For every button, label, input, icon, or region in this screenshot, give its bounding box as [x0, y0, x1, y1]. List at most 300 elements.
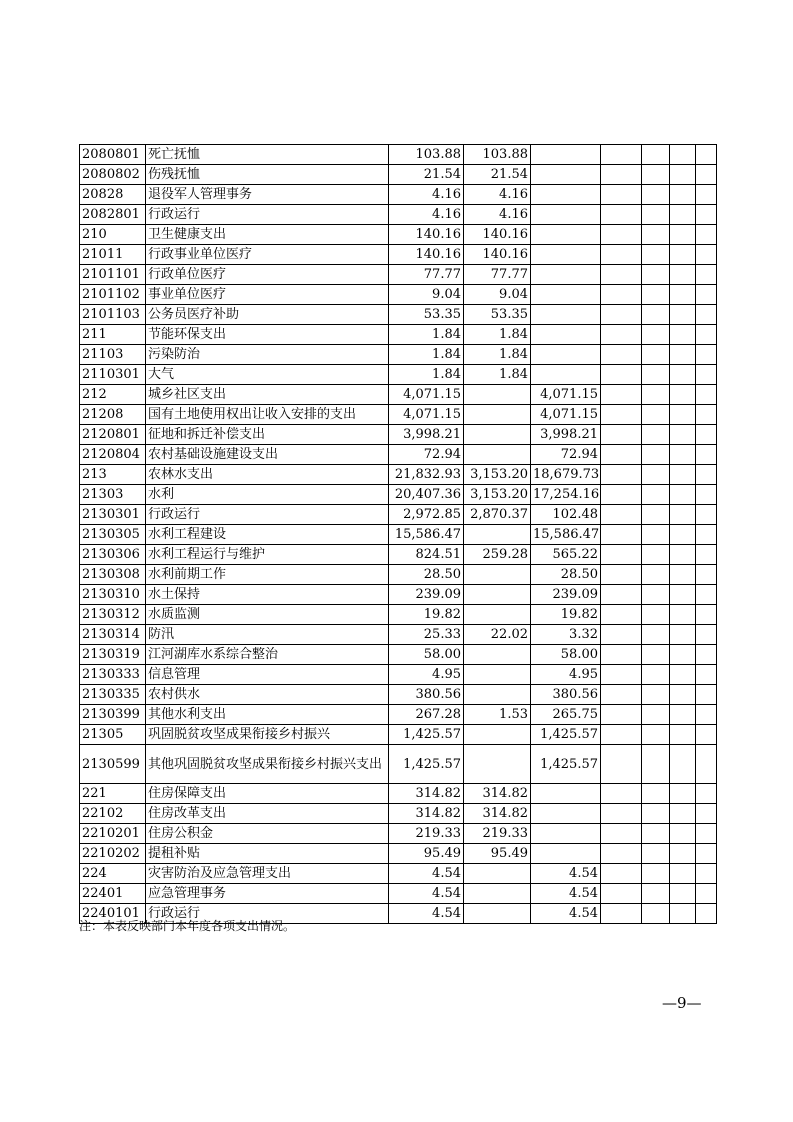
empty-cell	[696, 185, 717, 205]
basic-expenditure-cell	[464, 525, 531, 545]
empty-cell	[642, 145, 670, 165]
basic-expenditure-cell: 140.16	[464, 245, 531, 265]
basic-expenditure-cell	[464, 585, 531, 605]
project-expenditure-cell	[531, 205, 601, 225]
item-name-cell: 水利前期工作	[146, 565, 389, 585]
empty-cell	[642, 685, 670, 705]
empty-cell	[642, 784, 670, 804]
project-expenditure-cell: 4,071.15	[531, 385, 601, 405]
empty-cell	[601, 605, 642, 625]
item-name-cell: 国有土地使用权出让收入安排的支出	[146, 405, 389, 425]
total-amount-cell: 4.54	[389, 904, 464, 924]
table-row	[80, 225, 717, 245]
account-code-cell: 212	[80, 385, 146, 405]
account-code-cell: 2130314	[80, 625, 146, 645]
empty-cell	[642, 165, 670, 185]
empty-cell	[696, 705, 717, 725]
total-amount-cell: 1,425.57	[389, 745, 464, 784]
empty-cell	[696, 844, 717, 864]
empty-cell	[670, 505, 696, 525]
empty-cell	[601, 465, 642, 485]
table-row	[80, 405, 717, 425]
basic-expenditure-cell: 21.54	[464, 165, 531, 185]
total-amount-cell: 314.82	[389, 804, 464, 824]
account-code-cell: 22102	[80, 804, 146, 824]
account-code-cell: 224	[80, 864, 146, 884]
project-expenditure-cell: 19.82	[531, 605, 601, 625]
project-expenditure-cell	[531, 345, 601, 365]
account-code-cell: 221	[80, 784, 146, 804]
empty-cell	[670, 165, 696, 185]
project-expenditure-cell: 4.54	[531, 884, 601, 904]
account-code-cell: 2101101	[80, 265, 146, 285]
project-expenditure-cell	[531, 225, 601, 245]
project-expenditure-cell: 3,998.21	[531, 425, 601, 445]
table-row	[80, 325, 717, 345]
empty-cell	[642, 425, 670, 445]
item-name-cell: 住房改革支出	[146, 804, 389, 824]
total-amount-cell: 4.16	[389, 205, 464, 225]
empty-cell	[696, 165, 717, 185]
account-code-cell: 2082801	[80, 205, 146, 225]
empty-cell	[642, 365, 670, 385]
empty-cell	[601, 745, 642, 784]
project-expenditure-cell: 3.32	[531, 625, 601, 645]
basic-expenditure-cell	[464, 745, 531, 784]
item-name-cell: 事业单位医疗	[146, 285, 389, 305]
empty-cell	[601, 145, 642, 165]
empty-cell	[642, 824, 670, 844]
empty-cell	[601, 525, 642, 545]
total-amount-cell: 1,425.57	[389, 725, 464, 745]
empty-cell	[642, 345, 670, 365]
page-number: —9—	[662, 994, 702, 1012]
project-expenditure-cell: 28.50	[531, 565, 601, 585]
table-row	[80, 185, 717, 205]
empty-cell	[696, 864, 717, 884]
total-amount-cell: 140.16	[389, 245, 464, 265]
table-row	[80, 864, 717, 884]
table-row	[80, 365, 717, 385]
empty-cell	[601, 685, 642, 705]
total-amount-cell: 53.35	[389, 305, 464, 325]
account-code-cell: 2130335	[80, 685, 146, 705]
item-name-cell: 水质监测	[146, 605, 389, 625]
table-row	[80, 545, 717, 565]
empty-cell	[601, 645, 642, 665]
expenditure-table	[79, 144, 717, 924]
total-amount-cell: 4.54	[389, 884, 464, 904]
project-expenditure-cell	[531, 145, 601, 165]
table-row	[80, 265, 717, 285]
empty-cell	[670, 185, 696, 205]
project-expenditure-cell: 4.95	[531, 665, 601, 685]
item-name-cell: 行政运行	[146, 505, 389, 525]
project-expenditure-cell: 239.09	[531, 585, 601, 605]
item-name-cell: 污染防治	[146, 345, 389, 365]
item-name-cell: 其他巩固脱贫攻坚成果衔接乡村振兴支出	[146, 745, 389, 784]
table-row	[80, 345, 717, 365]
total-amount-cell: 77.77	[389, 265, 464, 285]
empty-cell	[601, 505, 642, 525]
empty-cell	[601, 585, 642, 605]
empty-cell	[670, 685, 696, 705]
empty-cell	[642, 545, 670, 565]
table-row	[80, 205, 717, 225]
project-expenditure-cell	[531, 285, 601, 305]
table-note: 注：本表反映部门本年度各项支出情况。	[79, 919, 296, 933]
empty-cell	[601, 725, 642, 745]
empty-cell	[670, 665, 696, 685]
empty-cell	[601, 824, 642, 844]
basic-expenditure-cell	[464, 565, 531, 585]
basic-expenditure-cell: 22.02	[464, 625, 531, 645]
account-code-cell: 21103	[80, 345, 146, 365]
basic-expenditure-cell	[464, 605, 531, 625]
table-row	[80, 145, 717, 165]
total-amount-cell: 824.51	[389, 545, 464, 565]
item-name-cell: 伤残抚恤	[146, 165, 389, 185]
item-name-cell: 防汛	[146, 625, 389, 645]
item-name-cell: 江河湖库水系综合整治	[146, 645, 389, 665]
empty-cell	[601, 245, 642, 265]
table-row	[80, 505, 717, 525]
project-expenditure-cell	[531, 804, 601, 824]
basic-expenditure-cell: 103.88	[464, 145, 531, 165]
account-code-cell: 2130312	[80, 605, 146, 625]
item-name-cell: 行政运行	[146, 904, 389, 924]
project-expenditure-cell	[531, 325, 601, 345]
empty-cell	[670, 605, 696, 625]
basic-expenditure-cell: 314.82	[464, 804, 531, 824]
account-code-cell: 2130599	[80, 745, 146, 784]
item-name-cell: 卫生健康支出	[146, 225, 389, 245]
empty-cell	[696, 445, 717, 465]
empty-cell	[670, 305, 696, 325]
item-name-cell: 退役军人管理事务	[146, 185, 389, 205]
total-amount-cell: 20,407.36	[389, 485, 464, 505]
empty-cell	[601, 325, 642, 345]
basic-expenditure-cell: 314.82	[464, 784, 531, 804]
basic-expenditure-cell	[464, 864, 531, 884]
account-code-cell: 21208	[80, 405, 146, 425]
empty-cell	[642, 285, 670, 305]
project-expenditure-cell: 18,679.73	[531, 465, 601, 485]
empty-cell	[601, 425, 642, 445]
account-code-cell: 20828	[80, 185, 146, 205]
empty-cell	[670, 745, 696, 784]
account-code-cell: 2110301	[80, 365, 146, 385]
basic-expenditure-cell: 53.35	[464, 305, 531, 325]
item-name-cell: 信息管理	[146, 665, 389, 685]
empty-cell	[601, 545, 642, 565]
table-row	[80, 425, 717, 445]
item-name-cell: 水利	[146, 485, 389, 505]
account-code-cell: 2130399	[80, 705, 146, 725]
empty-cell	[670, 565, 696, 585]
account-code-cell: 2130308	[80, 565, 146, 585]
project-expenditure-cell	[531, 305, 601, 325]
total-amount-cell: 72.94	[389, 445, 464, 465]
account-code-cell: 2240101	[80, 904, 146, 924]
empty-cell	[601, 705, 642, 725]
table-row	[80, 245, 717, 265]
total-amount-cell: 28.50	[389, 565, 464, 585]
basic-expenditure-cell: 3,153.20	[464, 485, 531, 505]
project-expenditure-cell: 265.75	[531, 705, 601, 725]
total-amount-cell: 219.33	[389, 824, 464, 844]
item-name-cell: 水利工程运行与维护	[146, 545, 389, 565]
empty-cell	[601, 225, 642, 245]
project-expenditure-cell	[531, 824, 601, 844]
table-row	[80, 385, 717, 405]
table-row	[80, 685, 717, 705]
empty-cell	[642, 625, 670, 645]
empty-cell	[601, 784, 642, 804]
total-amount-cell: 4.16	[389, 185, 464, 205]
table-row	[80, 844, 717, 864]
table-row	[80, 884, 717, 904]
empty-cell	[696, 345, 717, 365]
empty-cell	[642, 405, 670, 425]
total-amount-cell: 239.09	[389, 585, 464, 605]
project-expenditure-cell: 4,071.15	[531, 405, 601, 425]
empty-cell	[642, 205, 670, 225]
empty-cell	[642, 245, 670, 265]
basic-expenditure-cell	[464, 725, 531, 745]
account-code-cell: 2080802	[80, 165, 146, 185]
empty-cell	[696, 525, 717, 545]
empty-cell	[670, 385, 696, 405]
empty-cell	[601, 884, 642, 904]
item-name-cell: 农林水支出	[146, 465, 389, 485]
total-amount-cell: 58.00	[389, 645, 464, 665]
total-amount-cell: 267.28	[389, 705, 464, 725]
basic-expenditure-cell: 95.49	[464, 844, 531, 864]
empty-cell	[642, 884, 670, 904]
project-expenditure-cell: 72.94	[531, 445, 601, 465]
empty-cell	[642, 585, 670, 605]
empty-cell	[601, 265, 642, 285]
empty-cell	[670, 365, 696, 385]
empty-cell	[696, 465, 717, 485]
empty-cell	[670, 844, 696, 864]
empty-cell	[642, 445, 670, 465]
empty-cell	[642, 864, 670, 884]
basic-expenditure-cell: 219.33	[464, 824, 531, 844]
item-name-cell: 行政单位医疗	[146, 265, 389, 285]
empty-cell	[601, 385, 642, 405]
empty-cell	[670, 545, 696, 565]
empty-cell	[696, 725, 717, 745]
empty-cell	[642, 745, 670, 784]
empty-cell	[642, 665, 670, 685]
empty-cell	[670, 145, 696, 165]
empty-cell	[670, 585, 696, 605]
empty-cell	[670, 804, 696, 824]
empty-cell	[642, 705, 670, 725]
basic-expenditure-cell: 1.53	[464, 705, 531, 725]
empty-cell	[696, 385, 717, 405]
empty-cell	[696, 505, 717, 525]
table-row	[80, 445, 717, 465]
project-expenditure-cell: 58.00	[531, 645, 601, 665]
total-amount-cell: 4,071.15	[389, 385, 464, 405]
basic-expenditure-cell: 1.84	[464, 325, 531, 345]
account-code-cell: 2130319	[80, 645, 146, 665]
item-name-cell: 死亡抚恤	[146, 145, 389, 165]
item-name-cell: 行政运行	[146, 205, 389, 225]
table-row	[80, 645, 717, 665]
account-code-cell: 2210201	[80, 824, 146, 844]
account-code-cell: 22401	[80, 884, 146, 904]
project-expenditure-cell	[531, 265, 601, 285]
project-expenditure-cell	[531, 844, 601, 864]
total-amount-cell: 1.84	[389, 325, 464, 345]
empty-cell	[670, 705, 696, 725]
item-name-cell: 城乡社区支出	[146, 385, 389, 405]
project-expenditure-cell	[531, 185, 601, 205]
empty-cell	[670, 325, 696, 345]
empty-cell	[696, 685, 717, 705]
item-name-cell: 征地和拆迁补偿支出	[146, 425, 389, 445]
empty-cell	[696, 145, 717, 165]
empty-cell	[696, 545, 717, 565]
basic-expenditure-cell: 259.28	[464, 545, 531, 565]
empty-cell	[670, 784, 696, 804]
basic-expenditure-cell	[464, 665, 531, 685]
empty-cell	[670, 265, 696, 285]
empty-cell	[696, 425, 717, 445]
item-name-cell: 节能环保支出	[146, 325, 389, 345]
empty-cell	[642, 505, 670, 525]
empty-cell	[601, 844, 642, 864]
empty-cell	[601, 345, 642, 365]
empty-cell	[642, 804, 670, 824]
project-expenditure-cell: 380.56	[531, 685, 601, 705]
empty-cell	[601, 804, 642, 824]
empty-cell	[670, 445, 696, 465]
empty-cell	[642, 265, 670, 285]
empty-cell	[601, 205, 642, 225]
empty-cell	[601, 485, 642, 505]
empty-cell	[642, 645, 670, 665]
total-amount-cell: 9.04	[389, 285, 464, 305]
empty-cell	[642, 305, 670, 325]
empty-cell	[601, 165, 642, 185]
project-expenditure-cell: 4.54	[531, 904, 601, 924]
empty-cell	[601, 864, 642, 884]
account-code-cell: 2080801	[80, 145, 146, 165]
empty-cell	[696, 205, 717, 225]
account-code-cell: 2130301	[80, 505, 146, 525]
empty-cell	[601, 565, 642, 585]
basic-expenditure-cell	[464, 904, 531, 924]
table-row	[80, 665, 717, 685]
table-row	[80, 705, 717, 725]
account-code-cell: 2130310	[80, 585, 146, 605]
empty-cell	[601, 904, 642, 924]
project-expenditure-cell: 1,425.57	[531, 725, 601, 745]
basic-expenditure-cell: 3,153.20	[464, 465, 531, 485]
project-expenditure-cell	[531, 245, 601, 265]
empty-cell	[601, 185, 642, 205]
empty-cell	[642, 725, 670, 745]
empty-cell	[670, 864, 696, 884]
item-name-cell: 住房公积金	[146, 824, 389, 844]
project-expenditure-cell: 1,425.57	[531, 745, 601, 784]
item-name-cell: 其他水利支出	[146, 705, 389, 725]
empty-cell	[642, 844, 670, 864]
empty-cell	[696, 884, 717, 904]
table-row	[80, 585, 717, 605]
empty-cell	[670, 425, 696, 445]
table-row	[80, 305, 717, 325]
account-code-cell: 2130306	[80, 545, 146, 565]
table-row	[80, 784, 717, 804]
basic-expenditure-cell: 4.16	[464, 185, 531, 205]
empty-cell	[642, 225, 670, 245]
basic-expenditure-cell: 9.04	[464, 285, 531, 305]
table-row	[80, 525, 717, 545]
basic-expenditure-cell	[464, 445, 531, 465]
empty-cell	[696, 784, 717, 804]
empty-cell	[696, 265, 717, 285]
project-expenditure-cell: 102.48	[531, 505, 601, 525]
empty-cell	[696, 645, 717, 665]
empty-cell	[696, 665, 717, 685]
empty-cell	[642, 565, 670, 585]
project-expenditure-cell: 4.54	[531, 864, 601, 884]
empty-cell	[601, 665, 642, 685]
empty-cell	[642, 325, 670, 345]
basic-expenditure-cell: 4.16	[464, 205, 531, 225]
account-code-cell: 211	[80, 325, 146, 345]
account-code-cell: 21305	[80, 725, 146, 745]
empty-cell	[601, 445, 642, 465]
empty-cell	[642, 605, 670, 625]
account-code-cell: 2101102	[80, 285, 146, 305]
empty-cell	[601, 625, 642, 645]
item-name-cell: 住房保障支出	[146, 784, 389, 804]
empty-cell	[696, 565, 717, 585]
empty-cell	[670, 345, 696, 365]
total-amount-cell: 4.54	[389, 864, 464, 884]
table-row	[80, 625, 717, 645]
project-expenditure-cell: 17,254.16	[531, 485, 601, 505]
total-amount-cell: 3,998.21	[389, 425, 464, 445]
empty-cell	[670, 525, 696, 545]
item-name-cell: 水利工程建设	[146, 525, 389, 545]
table-row	[80, 824, 717, 844]
account-code-cell: 2101103	[80, 305, 146, 325]
empty-cell	[670, 465, 696, 485]
basic-expenditure-cell: 1.84	[464, 365, 531, 385]
table-row	[80, 285, 717, 305]
total-amount-cell: 103.88	[389, 145, 464, 165]
empty-cell	[670, 625, 696, 645]
item-name-cell: 大气	[146, 365, 389, 385]
total-amount-cell: 140.16	[389, 225, 464, 245]
basic-expenditure-cell	[464, 884, 531, 904]
account-code-cell: 21011	[80, 245, 146, 265]
basic-expenditure-cell: 1.84	[464, 345, 531, 365]
empty-cell	[670, 205, 696, 225]
empty-cell	[642, 485, 670, 505]
empty-cell	[642, 385, 670, 405]
empty-cell	[670, 824, 696, 844]
table-row	[80, 804, 717, 824]
